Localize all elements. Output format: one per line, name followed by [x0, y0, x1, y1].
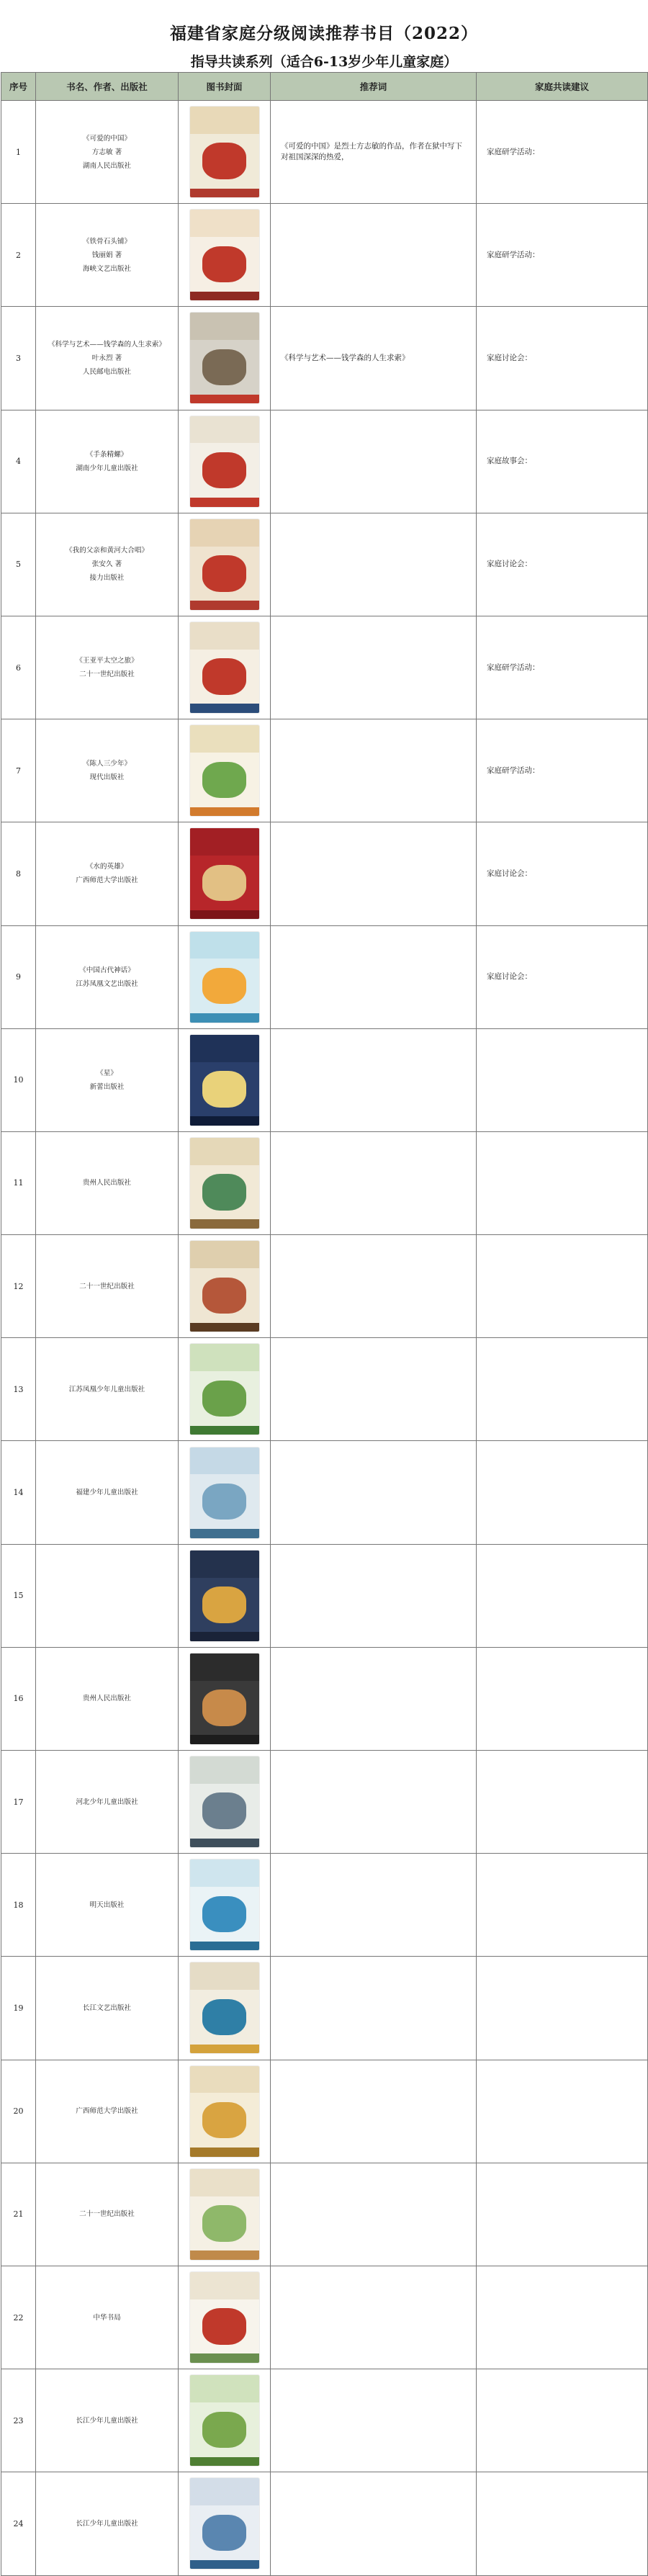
book-cover-image[interactable]	[190, 1448, 259, 1538]
family-advice-text: 家庭故事会：	[477, 410, 648, 513]
book-publisher: 长江文艺出版社	[82, 2003, 132, 2012]
book-cover-image[interactable]	[190, 1550, 259, 1641]
book-cover-cell	[179, 2060, 271, 2163]
table-header-row	[1, 73, 648, 101]
cover-top-band	[190, 932, 259, 959]
recommendation-text	[271, 1751, 477, 1854]
cover-illustration	[202, 658, 246, 694]
book-cover-image[interactable]	[190, 210, 259, 300]
book-publisher: 广西师范大学出版社	[76, 2107, 138, 2116]
table-row	[1, 513, 648, 616]
book-cover-cell	[179, 1854, 271, 1957]
family-advice-text	[477, 1544, 648, 1647]
family-advice-text	[477, 2163, 648, 2266]
row-number: 3	[1, 307, 36, 410]
cover-bottom-stripe	[190, 1323, 259, 1332]
cover-top-band	[190, 1035, 259, 1062]
book-info-cell	[36, 2266, 179, 2369]
table-row	[1, 1028, 648, 1131]
table-row	[1, 2060, 648, 2163]
cover-bottom-stripe	[190, 1116, 259, 1126]
book-info-cell	[36, 2369, 179, 2472]
recommendation-text	[271, 1957, 477, 2060]
family-advice-text: 家庭讨论会：	[477, 513, 648, 616]
book-info-cell	[36, 822, 179, 925]
book-info-cell	[36, 1544, 179, 1647]
cover-top-band	[190, 828, 259, 856]
recommendation-text	[271, 1338, 477, 1441]
family-advice-text	[477, 1338, 648, 1441]
column-header-family-advice: 家庭共读建议	[477, 73, 648, 101]
book-cover-cell	[179, 1131, 271, 1234]
row-number: 11	[1, 1131, 36, 1234]
book-publisher: 长江少年儿童出版社	[76, 2519, 138, 2528]
row-number: 14	[1, 1441, 36, 1544]
family-advice-text: 家庭讨论会：	[477, 822, 648, 925]
recommendation-text	[271, 1235, 477, 1338]
table-row	[1, 2266, 648, 2369]
cover-illustration	[202, 1174, 246, 1210]
cover-illustration	[202, 1381, 246, 1417]
recommendation-text	[271, 925, 477, 1028]
column-header-number: 序号	[1, 73, 36, 101]
cover-illustration	[202, 1792, 246, 1828]
cover-top-band	[190, 2066, 259, 2093]
cover-illustration	[202, 2205, 246, 2241]
book-info-cell	[36, 616, 179, 719]
book-info-cell	[36, 1028, 179, 1131]
row-number: 23	[1, 2369, 36, 2472]
row-number: 15	[1, 1544, 36, 1647]
page-title: 福建省家庭分级阅读推荐书目（2022）	[169, 24, 478, 43]
table-row	[1, 1544, 648, 1647]
book-info-cell	[36, 307, 179, 410]
cover-illustration	[202, 762, 246, 798]
book-info-cell	[36, 204, 179, 307]
book-publisher: 二十一世纪出版社	[79, 2210, 135, 2219]
cover-illustration	[202, 2102, 246, 2138]
cover-bottom-stripe	[190, 2045, 259, 2054]
table-row	[1, 1441, 648, 1544]
cover-top-band	[190, 1962, 259, 1990]
recommendation-text	[271, 1028, 477, 1131]
book-cover-image[interactable]	[190, 519, 259, 610]
book-cover-image[interactable]	[190, 1653, 259, 1744]
family-advice-text: 家庭讨论会：	[477, 925, 648, 1028]
table-body	[1, 101, 648, 2576]
cover-bottom-stripe	[190, 2457, 259, 2467]
book-info-cell	[36, 2163, 179, 2266]
book-cover-cell	[179, 513, 271, 616]
book-cover-image[interactable]	[190, 107, 259, 197]
book-info-cell	[36, 2060, 179, 2163]
book-publisher: 河北少年儿童出版社	[76, 1798, 138, 1806]
cover-bottom-stripe	[190, 704, 259, 713]
book-title: 《水的英雄》	[86, 863, 128, 871]
book-title: 《我的父亲和黄河大合唱》	[65, 547, 149, 555]
row-number: 20	[1, 2060, 36, 2163]
book-cover-image[interactable]	[190, 2375, 259, 2466]
row-number: 4	[1, 410, 36, 513]
cover-bottom-stripe	[190, 2560, 259, 2570]
cover-top-band	[190, 313, 259, 340]
recommendation-text	[271, 1544, 477, 1647]
book-author: 叶永烈 著	[91, 354, 122, 362]
cover-top-band	[190, 725, 259, 753]
cover-bottom-stripe	[190, 1942, 259, 1951]
book-cover-cell	[179, 2163, 271, 2266]
family-advice-text	[477, 1441, 648, 1544]
cover-illustration	[202, 2308, 246, 2344]
table-row	[1, 1751, 648, 1854]
cover-bottom-stripe	[190, 395, 259, 404]
cover-top-band	[190, 416, 259, 444]
cover-bottom-stripe	[190, 807, 259, 817]
cover-bottom-stripe	[190, 1839, 259, 1848]
book-publisher: 湖南少年儿童出版社	[76, 464, 138, 472]
table-row	[1, 1957, 648, 2060]
table-row	[1, 101, 648, 204]
cover-top-band	[190, 622, 259, 650]
book-publisher: 贵州人民出版社	[82, 1695, 132, 1703]
cover-illustration	[202, 349, 246, 385]
book-publisher: 江苏凤凰文艺出版社	[76, 979, 138, 988]
family-advice-text	[477, 1957, 648, 2060]
table-row	[1, 1338, 648, 1441]
column-header-book-info: 书名、作者、出版社	[36, 73, 179, 101]
family-advice-text	[477, 1131, 648, 1234]
book-author: 张安久 著	[91, 560, 122, 569]
page-subtitle: 指导共读系列（适合6-13岁少年儿童家庭）	[190, 54, 458, 70]
book-cover-cell	[179, 616, 271, 719]
cover-bottom-stripe	[190, 601, 259, 610]
book-cover-image[interactable]	[190, 1756, 259, 1847]
row-number: 7	[1, 719, 36, 822]
cover-illustration	[202, 2515, 246, 2551]
table-row	[1, 822, 648, 925]
cover-illustration	[202, 1896, 246, 1932]
cover-illustration	[202, 968, 246, 1004]
book-title: 《王亚平太空之旅》	[76, 657, 138, 665]
book-title: 《可爱的中国》	[82, 134, 132, 143]
book-cover-image[interactable]	[190, 1344, 259, 1435]
book-publisher: 广西师范大学出版社	[76, 876, 138, 885]
row-number: 8	[1, 822, 36, 925]
cover-illustration	[202, 555, 246, 591]
book-info-cell	[36, 1854, 179, 1957]
document-header	[0, 0, 648, 72]
book-publisher: 接力出版社	[89, 574, 125, 583]
book-cover-image[interactable]	[190, 1962, 259, 2053]
recommendation-text	[271, 1647, 477, 1750]
cover-bottom-stripe	[190, 189, 259, 198]
recommendation-text	[271, 2163, 477, 2266]
cover-top-band	[190, 1344, 259, 1371]
recommendation-text	[271, 2369, 477, 2472]
cover-top-band	[190, 2169, 259, 2196]
cover-top-band	[190, 2478, 259, 2505]
book-publisher: 福建少年儿童出版社	[76, 1489, 138, 1497]
book-publisher: 明天出版社	[89, 1900, 125, 1909]
book-cover-image[interactable]	[190, 932, 259, 1023]
recommendation-text	[271, 410, 477, 513]
cover-illustration	[202, 143, 246, 179]
book-cover-cell	[179, 1957, 271, 2060]
book-publisher: 贵州人民出版社	[82, 1179, 132, 1188]
cover-bottom-stripe	[190, 1529, 259, 1538]
family-advice-text	[477, 1854, 648, 1957]
book-cover-cell	[179, 2369, 271, 2472]
book-info-cell	[36, 1131, 179, 1234]
book-info-cell	[36, 1751, 179, 1854]
cover-illustration	[202, 246, 246, 282]
book-cover-cell	[179, 925, 271, 1028]
cover-top-band	[190, 1756, 259, 1784]
book-cover-cell	[179, 1338, 271, 1441]
book-cover-image[interactable]	[190, 2478, 259, 2569]
cover-bottom-stripe	[190, 1632, 259, 1641]
row-number: 5	[1, 513, 36, 616]
table-row	[1, 925, 648, 1028]
book-cover-cell	[179, 1544, 271, 1647]
row-number: 6	[1, 616, 36, 719]
column-header-recommendation: 推荐词	[271, 73, 477, 101]
recommendation-text	[271, 1441, 477, 1544]
family-advice-text	[477, 1235, 648, 1338]
book-info-cell	[36, 2472, 179, 2575]
book-cover-cell	[179, 204, 271, 307]
book-cover-image[interactable]	[190, 416, 259, 507]
row-number: 12	[1, 1235, 36, 1338]
recommendation-text	[271, 2060, 477, 2163]
cover-bottom-stripe	[190, 1426, 259, 1435]
recommendation-text	[271, 1854, 477, 1957]
book-cover-cell	[179, 410, 271, 513]
cover-bottom-stripe	[190, 498, 259, 507]
book-cover-cell	[179, 719, 271, 822]
cover-bottom-stripe	[190, 2148, 259, 2157]
cover-illustration	[202, 1071, 246, 1107]
book-cover-image[interactable]	[190, 1241, 259, 1332]
book-cover-image[interactable]	[190, 622, 259, 713]
book-list-table	[1, 72, 648, 2576]
book-info-cell	[36, 513, 179, 616]
cover-top-band	[190, 519, 259, 547]
book-publisher: 海峡文艺出版社	[82, 264, 132, 273]
book-info-cell	[36, 101, 179, 204]
cover-top-band	[190, 2375, 259, 2402]
cover-illustration	[202, 452, 246, 488]
book-title: 《铁骨石头铺》	[82, 237, 132, 246]
book-publisher: 人民邮电出版社	[82, 367, 132, 376]
cover-bottom-stripe	[190, 1735, 259, 1744]
recommendation-text	[271, 204, 477, 307]
column-header-cover: 图书封面	[179, 73, 271, 101]
cover-bottom-stripe	[190, 910, 259, 920]
row-number: 10	[1, 1028, 36, 1131]
family-advice-text	[477, 1751, 648, 1854]
book-title: 《陈人三少年》	[82, 760, 132, 768]
row-number: 21	[1, 2163, 36, 2266]
book-cover-image[interactable]	[190, 2066, 259, 2157]
cover-top-band	[190, 1550, 259, 1578]
recommendation-text	[271, 2472, 477, 2575]
family-advice-text: 家庭研学活动：	[477, 616, 648, 719]
book-title: 《科学与艺术——钱学森的人生求索》	[48, 340, 166, 349]
table-row	[1, 719, 648, 822]
book-cover-cell	[179, 2266, 271, 2369]
cover-top-band	[190, 107, 259, 134]
book-cover-image[interactable]	[190, 2169, 259, 2260]
recommendation-text	[271, 719, 477, 822]
cover-top-band	[190, 1138, 259, 1165]
recommendation-text	[271, 822, 477, 925]
book-publisher: 中华书局	[93, 2313, 121, 2322]
book-publisher: 现代出版社	[89, 773, 125, 782]
family-advice-text	[477, 1028, 648, 1131]
book-publisher: 江苏凤凰少年儿童出版社	[68, 1385, 145, 1394]
book-cover-cell	[179, 1028, 271, 1131]
recommendation-text	[271, 513, 477, 616]
row-number: 24	[1, 2472, 36, 2575]
recommendation-text	[271, 1131, 477, 1234]
cover-bottom-stripe	[190, 292, 259, 301]
row-number: 16	[1, 1647, 36, 1750]
book-cover-cell	[179, 1751, 271, 1854]
book-title: 《手条精螺》	[86, 450, 128, 459]
cover-illustration	[202, 2412, 246, 2448]
table-row	[1, 1647, 648, 1750]
cover-top-band	[190, 210, 259, 237]
book-publisher: 新蕾出版社	[89, 1082, 125, 1091]
cover-illustration	[202, 1999, 246, 2035]
table-row	[1, 204, 648, 307]
recommendation-text: 《可爱的中国》是烈士方志敏的作品，作者在狱中写下对祖国深深的热爱，	[271, 101, 477, 204]
family-advice-text: 家庭研学活动：	[477, 719, 648, 822]
book-cover-cell	[179, 1647, 271, 1750]
table-row	[1, 1235, 648, 1338]
family-advice-text: 家庭讨论会：	[477, 307, 648, 410]
book-cover-cell	[179, 307, 271, 410]
family-advice-text	[477, 1647, 648, 1750]
book-cover-cell	[179, 2472, 271, 2575]
cover-illustration	[202, 1278, 246, 1314]
table-row	[1, 307, 648, 410]
cover-bottom-stripe	[190, 1013, 259, 1023]
book-cover-image[interactable]	[190, 313, 259, 403]
row-number: 17	[1, 1751, 36, 1854]
family-advice-text: 家庭研学活动：	[477, 204, 648, 307]
book-cover-cell	[179, 1235, 271, 1338]
book-cover-image[interactable]	[190, 1859, 259, 1950]
cover-top-band	[190, 1859, 259, 1887]
family-advice-text	[477, 2266, 648, 2369]
row-number: 13	[1, 1338, 36, 1441]
book-info-cell	[36, 1957, 179, 2060]
recommendation-text: 《科学与艺术——钱学森的人生求索》	[271, 307, 477, 410]
book-author: 钱丽娟 著	[91, 251, 122, 259]
recommendation-text	[271, 616, 477, 719]
cover-top-band	[190, 2272, 259, 2299]
row-number: 19	[1, 1957, 36, 2060]
table-row	[1, 2369, 648, 2472]
family-advice-text	[477, 2060, 648, 2163]
recommendation-text	[271, 2266, 477, 2369]
book-info-cell	[36, 719, 179, 822]
book-publisher: 二十一世纪出版社	[79, 670, 135, 679]
row-number: 9	[1, 925, 36, 1028]
book-cover-image[interactable]	[190, 828, 259, 919]
book-publisher: 长江少年儿童出版社	[76, 2416, 138, 2425]
cover-illustration	[202, 865, 246, 901]
book-cover-image[interactable]	[190, 1035, 259, 1126]
row-number: 22	[1, 2266, 36, 2369]
book-publisher: 二十一世纪出版社	[79, 1282, 135, 1291]
table-row	[1, 2163, 648, 2266]
cover-illustration	[202, 1587, 246, 1623]
row-number: 2	[1, 204, 36, 307]
book-info-cell	[36, 1441, 179, 1544]
family-advice-text	[477, 2472, 648, 2575]
book-cover-cell	[179, 101, 271, 204]
book-cover-image[interactable]	[190, 1138, 259, 1229]
cover-top-band	[190, 1448, 259, 1475]
book-info-cell	[36, 1235, 179, 1338]
cover-illustration	[202, 1689, 246, 1725]
cover-bottom-stripe	[190, 1219, 259, 1229]
book-info-cell	[36, 1647, 179, 1750]
cover-bottom-stripe	[190, 2250, 259, 2260]
table-row	[1, 2472, 648, 2575]
table-row	[1, 1854, 648, 1957]
book-info-cell	[36, 1338, 179, 1441]
row-number: 1	[1, 101, 36, 204]
row-number: 18	[1, 1854, 36, 1957]
cover-top-band	[190, 1241, 259, 1268]
book-cover-cell	[179, 1441, 271, 1544]
book-cover-image[interactable]	[190, 725, 259, 816]
book-info-cell	[36, 925, 179, 1028]
book-title: 《星》	[96, 1069, 117, 1077]
book-cover-cell	[179, 822, 271, 925]
book-cover-image[interactable]	[190, 2272, 259, 2363]
family-advice-text: 家庭研学活动：	[477, 101, 648, 204]
table-row	[1, 1131, 648, 1234]
book-author: 方志敏 著	[91, 148, 122, 156]
book-info-cell	[36, 410, 179, 513]
book-title: 《中国古代神话》	[79, 966, 135, 974]
family-advice-text	[477, 2369, 648, 2472]
book-publisher: 湖南人民出版社	[82, 161, 132, 170]
cover-bottom-stripe	[190, 2353, 259, 2363]
table-row	[1, 616, 648, 719]
cover-illustration	[202, 1484, 246, 1520]
cover-top-band	[190, 1653, 259, 1681]
table-row	[1, 410, 648, 513]
